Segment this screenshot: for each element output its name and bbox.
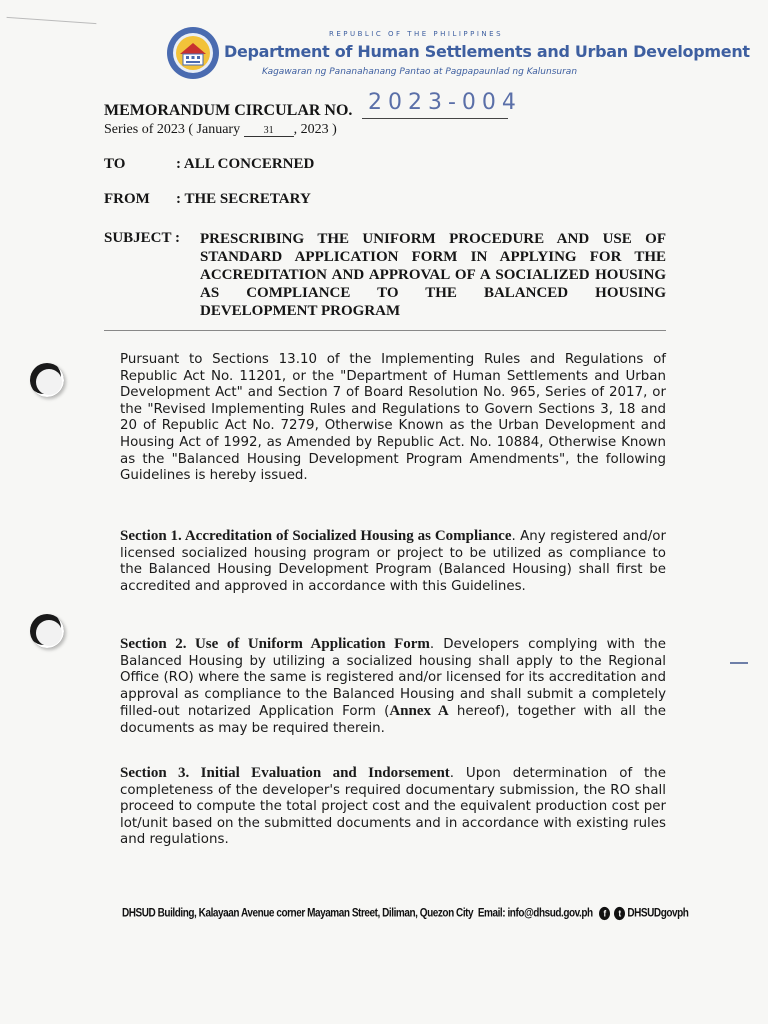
memo-underline [362,118,508,119]
pen-mark [730,662,748,664]
footer [122,907,689,921]
section-2-title: Section 2. Use of Uniform Application Form [120,636,430,652]
section-1-title: Section 1. Accreditation of Socialized Housing as Compliance [120,528,512,544]
memo-label: MEMORANDUM CIRCULAR NO. [104,102,353,119]
from-value: : THE SECRETARY [176,191,311,207]
footer-address: DHSUD Building, Kalayaan Avenue corner Mayaman Street, Diliman, Quezon City [122,907,474,921]
subject-label: SUBJECT : [104,230,180,246]
punch-hole-icon [30,614,64,648]
series-suffix: , 2023 ) [293,122,337,137]
section-2-text-a: . Developers complying with the Balanced Housing by utilizing a socialized housing shall apply to the Regional Office (RO) where the same is registered and/or licensed for its accreditation and approval as compliance to the Balanced Housing and shall submit a completely filled-out notarized Application Form ( [120,637,666,720]
to-row [104,156,314,173]
subject-text: PRESCRIBING THE UNIFORM PROCEDURE AND USE OF STANDARD APPLICATION FORM IN APPLYING FOR THE ACCREDITATION AND APPROVAL OF A SOCIALIZED HOUSING AS COMPLIANCE TO THE BALANCED HOUSING DEVELOPMENT PROGRAM [200,231,666,319]
section-3-title: Section 3. Initial Evaluation and Indorsement [120,765,450,781]
series-day: 31 [244,125,294,137]
republic-text: REPUBLIC OF THE PHILIPPINES [328,30,504,38]
scan-mark [6,17,97,38]
memo-number: 2023-004 [368,90,522,115]
section-3 [120,765,666,849]
intro-paragraph: Pursuant to Sections 13.10 of the Implementing Rules and Regulations of Republic Act No. 11201, or the "Department of Human Settlements and Urban Development Act" and Section 7 of Board Resolution No. 965, Series of 2017, or the "Revised Implementing Rules and Regulations to Govern Sections 3, 18 and 20 of Republic Act No. 7279, Otherwise Known as the Urban Development and Housing Act of 1992, as Amended by Republic Act. No. 10884, Otherwise Known as the "Balanced Housing Development Program Amendments", the following Guidelines is hereby issued. [120,352,666,484]
department-tagline: Kagawaran ng Pananahanang Pantao at Pagpapaunlad ng Kalunsuran [262,67,578,77]
section-2 [120,636,666,738]
section-2-annex: Annex A [389,703,449,720]
footer-email[interactable]: Email: info@dhsud.gov.ph [477,907,593,921]
to-value: : ALL CONCERNED [176,156,315,172]
footer-handle[interactable]: DHSUDgovph [627,907,689,921]
dhsud-seal-icon [166,26,220,80]
divider [104,330,666,331]
to-label: TO [104,156,126,172]
section-3-text: . Upon determination of the completeness of the developer's required documentary submission, the RO shall proceed to compute the total project cost and the equivalent production cost per lot/unit based on the submitted documents and in accordance with existing rules and regulations. [120,766,667,848]
punch-hole-icon [30,363,64,397]
from-row [104,191,311,208]
letterhead [166,26,750,86]
memo-series [104,122,337,138]
twitter-icon[interactable]: t [614,907,625,920]
section-1 [120,528,666,595]
department-name: Department of Human Settlements and Urban Development [224,42,750,61]
section-2-text-b: hereof), together with all the documents as may be required therein. [120,704,666,736]
from-label: FROM [104,191,150,207]
section-1-text: . Any registered and/or licensed socialized housing program or project to be utilized as compliance to the Balanced Housing Development Program (Balanced Housing) shall first be accredited and approved in accordance with this Guidelines. [120,529,666,594]
series-prefix: Series of 2023 ( January [104,122,241,137]
facebook-icon[interactable]: f [599,907,610,920]
